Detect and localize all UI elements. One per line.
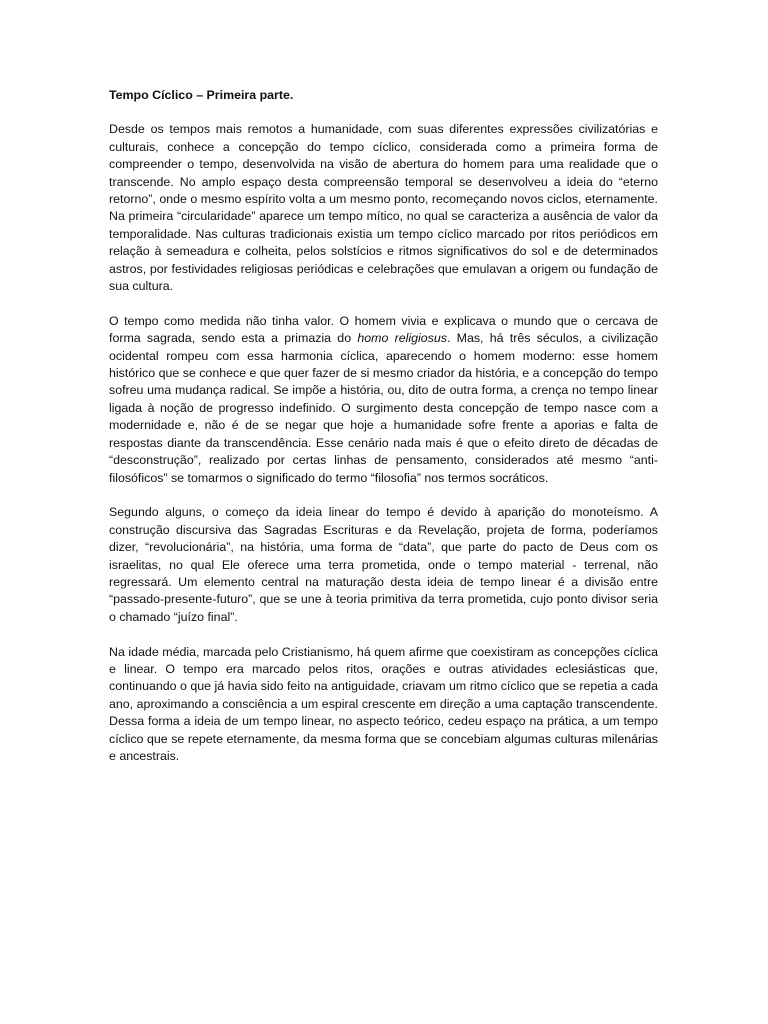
paragraph-2-before: O tempo como medida não tinha valor. O homem vivia e explicava o mundo que o cercava de forma sagrada, sendo esta a primazia do — [109, 313, 658, 346]
paragraph-2-italic-term: homo religiosus — [357, 331, 447, 346]
paragraph-2-after: . Mas, há três séculos, a civilização ocidental rompeu com essa harmonia cíclica, aparecendo o homem moderno: esse homem histórico que se conhece e que quer fazer de si mesmo criador da história, e a concepção do tempo sofreu uma mudança radical. Se impõe a história, ou, dito de outra forma, a crença no tempo linear ligada à noção de progresso indefinido. O surgimento desta concepção de tempo nasce com a modernidade e, não é de se negar que hoje a humanidade sofre frente a aporias e falta de respostas diante da transcendência. Esse cenário nada mais é que o efeito direto de décadas de “desconstrução”, realizado por certas linhas de pensamento, considerados até mesmo “anti-filosóficos” se tomarmos o significado do termo “filosofia” nos termos socráticos. — [109, 331, 658, 485]
paragraph-3: Segundo alguns, o começo da ideia linear do tempo é devido à aparição do monoteísmo. A construção discursiva das Sagradas Escrituras e da Revelação, projeta de forma, poderíamos dizer, “revolucionária”, na história, uma forma de “data”, que parte do pacto de Deus com os israelitas, no qual Ele oferece uma terra prometida, onde o tempo material - terrenal, não regressará. Um elemento central na maturação desta ideia de tempo linear é a divisão entre “passado-presente-futuro”, que se une à teoria primitiva da terra prometida, cujo ponto divisor seria o chamado “juízo final”. — [109, 505, 658, 624]
paragraph-2 — [109, 313, 658, 487]
paragraph-4: Na idade média, marcada pelo Cristianismo, há quem afirme que coexistiram as concepções cíclica e linear. O tempo era marcado pelos ritos, orações e outras atividades eclesiásticas que, continuando o que já havia sido feito na antiguidade, criavam um ritmo cíclico que se repetia a cada ano, aproximando a consciência a um espiral crescente em direção a uma captação transcendente. Dessa forma a ideia de um tempo linear, no aspecto teórico, cedeu espaço na prática, a um tempo cíclico que se repete eternamente, da mesma forma que se concebiam algumas culturas milenárias e ancestrais. — [109, 644, 658, 763]
document-page — [109, 87, 658, 783]
paragraph-1: Desde os tempos mais remotos a humanidade, com suas diferentes expressões civilizatórias e culturais, conhece a concepção do tempo cíclico, considerada como a primeira forma de compreender o tempo, desenvolvida na visão de abertura do homem para uma realidade que o transcende. No amplo espaço desta compreensão temporal se desenvolveu a ideia do “eterno retorno”, onde o mesmo espírito volta a um mesmo ponto, recomeçando novos ciclos, eternamente. Na primeira “circularidade” aparece um tempo mítico, no qual se caracteriza a ausência de valor da temporalidade. Nas culturas tradicionais existia um tempo cíclico marcado por ritos periódicos em relação à semeadura e colheita, pelos solstícios e ritmos significativos do sol e de determinados astros, por festividades religiosas periódicas e celebrações que emulavan a origem ou fundação de sua cultura. — [109, 122, 658, 294]
document-title: Tempo Cíclico – Primeira parte. — [109, 88, 294, 102]
